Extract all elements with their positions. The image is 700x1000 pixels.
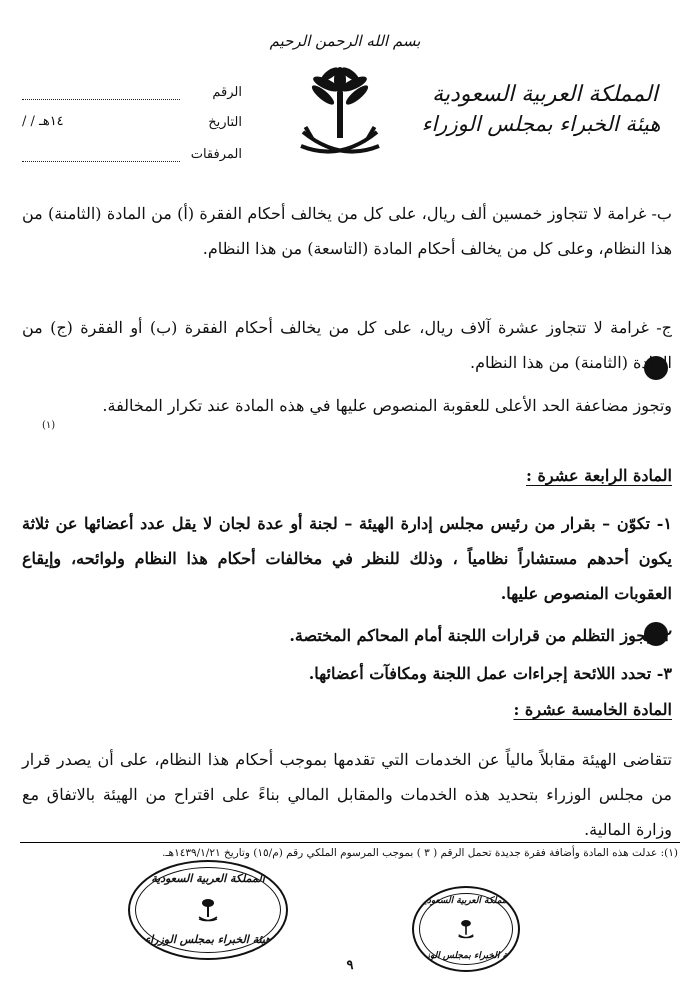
footnote-marker: (١) — [42, 420, 56, 431]
attachments-row — [22, 140, 242, 162]
attachments-label: المرفقات — [190, 147, 242, 162]
kingdom-title: المملكة العربية السعودية — [432, 82, 658, 107]
article-14-item-1: ١- تكوّن – بقرار من رئيس مجلس إدارة الهيئة – لجنة أو عدة لجان لا يقل عدد أعضائها عن ثلاثة يكون أحدهم مستشاراً نظامياً ، وذلك للنظر في مخالفات أحكام هذا النظام ولوائحه، وإيقاع العقوبات المنصوص عليها. — [22, 514, 672, 603]
date-row — [22, 108, 242, 130]
reference-label: الرقم — [212, 85, 242, 100]
article-15-title: المادة الخامسة عشرة : — [513, 700, 672, 719]
reference-number-row — [22, 78, 242, 100]
stamp-left-bottom-text: هيئة الخبراء بمجلس الوزراء — [144, 933, 272, 946]
date-value: / / ١٤هـ — [22, 114, 64, 129]
clause-b: ب- غرامة لا تتجاوز خمسين ألف ريال، على كل من يخالف أحكام الفقرة (أ) من المادة (الثامنة) من هذا النظام، وعلى كل من يخالف أحكام المادة (التاسعة) من هذا النظام. — [22, 204, 672, 258]
footnote-text: (١): عدلت هذه المادة وأضافة فقرة جديدة تحمل الرقم ( ٣ ) بموجب المرسوم الملكي رقم (م/١٥) وتاريخ ١٤٣٩/١/٢١هـ. — [162, 847, 678, 859]
stamp-right-bottom-text: هيئة الخبراء بمجلس الوزراء — [414, 951, 518, 961]
article-15-text: تتقاضى الهيئة مقابلاً مالياً عن الخدمات التي تقدمها بموجب أحكام هذا النظام، على أن يصدر قرار من مجلس الوزراء بتحديد هذه الخدمات والمقابل المالي بناءً على اقتراح من الهيئة بالاتفاق مع وزارة المالية. — [22, 750, 673, 839]
authority-title: هيئة الخبراء بمجلس الوزراء — [421, 112, 661, 136]
official-stamp-right — [412, 886, 520, 972]
stamp-right-top-text: المملكة العربية السعودية — [419, 896, 513, 906]
official-stamp-left — [128, 860, 288, 960]
basmala: بسم الله الرحمن الرحيم — [269, 32, 421, 50]
reference-field — [22, 85, 180, 100]
article-14-item-2: ٢- يجوز التظلم من قرارات اللجنة أمام المحاكم المختصة. — [289, 626, 672, 645]
footnote-divider — [20, 842, 680, 843]
attachments-field — [22, 147, 180, 162]
article-14-title: المادة الرابعة عشرة : — [526, 466, 672, 485]
page-number: ٩ — [346, 958, 354, 973]
date-label: التاريخ — [208, 115, 242, 130]
stamp-left-top-text: المملكة العربية السعودية — [151, 872, 265, 885]
repeat-offense-paragraph: وتجوز مضاعفة الحد الأعلى للعقوبة المنصوص عليها في هذه المادة عند تكرار المخالفة. — [102, 396, 672, 415]
clause-c: ج- غرامة لا تتجاوز عشرة آلاف ريال، على كل من يخالف أحكام الفقرة (ب) أو الفقرة (ج) من المادة (الثامنة) من هذا النظام. — [22, 318, 672, 372]
saudi-emblem-icon — [295, 58, 385, 170]
article-14-item-3: ٣- تحدد اللائحة إجراءات عمل اللجنة ومكافآت أعضائها. — [308, 664, 672, 683]
